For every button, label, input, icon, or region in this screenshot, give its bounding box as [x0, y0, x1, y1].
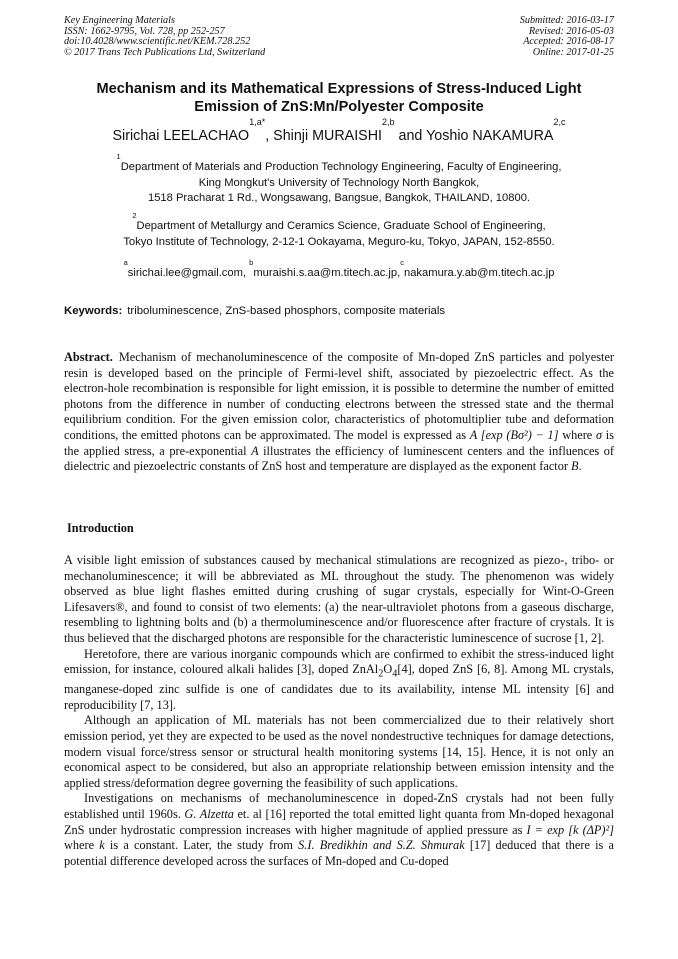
date-online: Online: 2017-01-25: [532, 46, 614, 58]
introduction-body: [64, 553, 614, 869]
intro-paragraph-2: [64, 647, 614, 714]
journal-doi: doi:10.4028/www.scientific.net/KEM.728.252: [64, 36, 251, 48]
affiliation-2: [50, 211, 628, 250]
author-list: [40, 117, 638, 145]
author-2-affil: 2,b: [382, 117, 395, 127]
author-separator: and: [394, 128, 427, 144]
intro-paragraph-4: [64, 791, 614, 869]
intro-paragraph-3: Although an application of ML materials has not been commercialized due to their relatively short emission period, yet they are expected to be used as the novel nondestructive techniques for damage detections, modern visual force/stress sensor or structural health monitoring systems [14, 15]. Hence, it is not only an economical aspect to be considered, but also an appropriate relationship between emission intensity and the applied stress/deformation degree governing the feasibility of such applications.: [64, 713, 614, 790]
subscript: 4: [392, 668, 398, 680]
affiliation-1-line2: King Mongkut's University of Technology North Bangkok,: [198, 176, 480, 189]
abstract-text: Mechanism of mechanoluminescence of the composite of Mn-doped ZnS particles and polyester resin is developed based on the principle of Fermi-level shift, associated by piezoelectric effect. As the electron-hole recombination is responsible for light emission, it is possible to determine the number of emitted photons from the difference in number of conducting electrons between the stressed state and the thermal equilibrium condition. For the given emission color, characteristics of photomultiplier tube and deformation conditions, the emitted photons can be approximated. The model is expressed as: [64, 350, 614, 442]
a-symbol: A: [251, 443, 259, 458]
abstract-text: where: [558, 427, 596, 442]
author-separator: ,: [265, 128, 274, 144]
subscript: 2: [378, 668, 384, 680]
affiliation-2-line2: Tokyo Institute of Technology, 2-12-1 Ookayama, Meguro-ku, Tokyo, JAPAN, 152-8550.: [123, 235, 555, 248]
date-accepted: Accepted: 2016-08-17: [523, 36, 614, 48]
k-symbol: k: [99, 838, 105, 853]
paragraph-text: [17] deduced that there is a potential difference developed across the surfaces of Mn-doped and Cu-doped: [64, 838, 615, 868]
date-revised: Revised: 2016-05-03: [528, 25, 614, 37]
abstract-label: Abstract.: [64, 350, 113, 364]
email-a[interactable]: sirichai.lee@gmail.com,: [127, 267, 250, 279]
journal-name: Key Engineering Materials: [64, 15, 175, 26]
b-symbol: B: [571, 459, 579, 474]
affiliation-2-number: 2: [132, 211, 137, 220]
cited-author: S.I. Bredikhin and S.Z. Shmurak: [298, 838, 465, 853]
keywords-label: Keywords:: [64, 305, 123, 317]
paragraph-text: Investigations on mechanisms of mechanoluminescence in doped-ZnS crystals had not been fully established until 1960s.: [64, 791, 614, 821]
paper-title-line2: Emission of ZnS:Mn/Polyester Composite: [194, 99, 484, 115]
paragraph-text: et. al [16] reported the total emitted light quanta from Mn-doped hexagonal ZnS under hydrostatic compression increases with higher magnitude of applied pressure as: [64, 806, 614, 837]
paper-title-line1: Mechanism and its Mathematical Expressions of Stress-Induced Light: [96, 81, 582, 97]
paragraph-text: [4], doped ZnS [6, 8]. Among ML crystals, manganese-doped zinc sulfide is one of candidates due to its availability, intense ML intensity [6] and reproducibility [7, 13].: [64, 662, 614, 712]
abstract-text: illustrates the efficiency of luminescent centers and the influences of dielectric and piezoelectric constants of ZnS host and temperature are displayed as the exponent factor: [64, 443, 615, 474]
paragraph-text: Heretofore, there are various inorganic compounds which are confirmed to exhibit the stress-induced light emission, for instance, coloured alkali halides [3], doped ZnAl: [64, 646, 614, 677]
intro-paragraph-1: A visible light emission of substances caused by mechanical stimulations are recognized as piezo-, tribo- or mechanoluminescence; it will be abbreviated as ML throughout the study. The phenomenon was widely observed as blue light flashes emitted during crushing of sugar crystals, especially for Wint-O-Green Lifesavers®, and found to consist of two elements: (a) the near-ultraviolet photons from a gaseous discharge, resembling to lightning bolts and (b) a thermoluminescence and/or fluorescence after fracture of crystals. It is thus believed that the discharged photons are responsible for the characteristic luminescence of sucrose [1, 2].: [64, 553, 614, 645]
email-c[interactable]: nakamura.y.ab@m.titech.ac.jp: [403, 267, 555, 279]
abstract-formula: A [exp (Bσ²) − 1]: [469, 427, 559, 442]
affiliation-1: [50, 152, 628, 207]
keywords: [64, 305, 445, 317]
journal-issn: ISSN: 1662-9795, Vol. 728, pp 252-257: [64, 25, 225, 37]
author-2: Shinji MURAISHI: [273, 128, 382, 144]
author-3: Yoshio NAKAMURA: [426, 128, 554, 144]
author-3-affil: 2,c: [553, 117, 566, 127]
paper-title: [60, 80, 618, 116]
affiliation-1-line3: 1518 Pracharat 1 Rd., Wongsawang, Bangsue, Bangkok, THAILAND, 10800.: [147, 192, 531, 204]
affiliation-1-number: 1: [116, 152, 121, 161]
author-1-affil: 1,a*: [249, 117, 266, 127]
paragraph-text: where: [64, 838, 100, 853]
inline-formula: I = exp [k (ΔP)²]: [526, 822, 615, 837]
journal-info: [64, 16, 265, 58]
journal-copyright: © 2017 Trans Tech Publications Ltd, Switzerland: [64, 46, 266, 58]
abstract-text: is the applied stress, a pre-exponential: [64, 427, 615, 458]
abstract: [64, 350, 614, 475]
paragraph-text: O: [383, 662, 393, 677]
author-1: Sirichai LEELACHAO: [112, 128, 250, 144]
affiliation-2-line1: Department of Metallurgy and Ceramics Science, Graduate School of Engineering,: [136, 220, 546, 232]
paragraph-text: is a constant. Later, the study from: [104, 838, 299, 853]
email-b-marker: b: [249, 258, 254, 267]
section-heading-introduction: Introduction: [67, 521, 134, 535]
email-c-marker: c: [400, 258, 404, 267]
sigma-symbol: σ: [596, 427, 603, 442]
date-submitted: Submitted: 2016-03-17: [519, 15, 614, 26]
affiliation-1-line1: Department of Materials and Production Technology Engineering, Faculty of Engineering,: [120, 161, 562, 173]
keywords-text: triboluminescence, ZnS-based phosphors, composite materials: [127, 305, 446, 317]
abstract-text: .: [578, 459, 582, 474]
cited-author: G. Alzetta: [184, 806, 234, 821]
email-a-marker: a: [123, 258, 128, 267]
author-emails: [50, 258, 628, 282]
submission-dates: [520, 16, 614, 58]
email-b[interactable]: muraishi.s.aa@m.titech.ac.jp,: [253, 267, 401, 279]
